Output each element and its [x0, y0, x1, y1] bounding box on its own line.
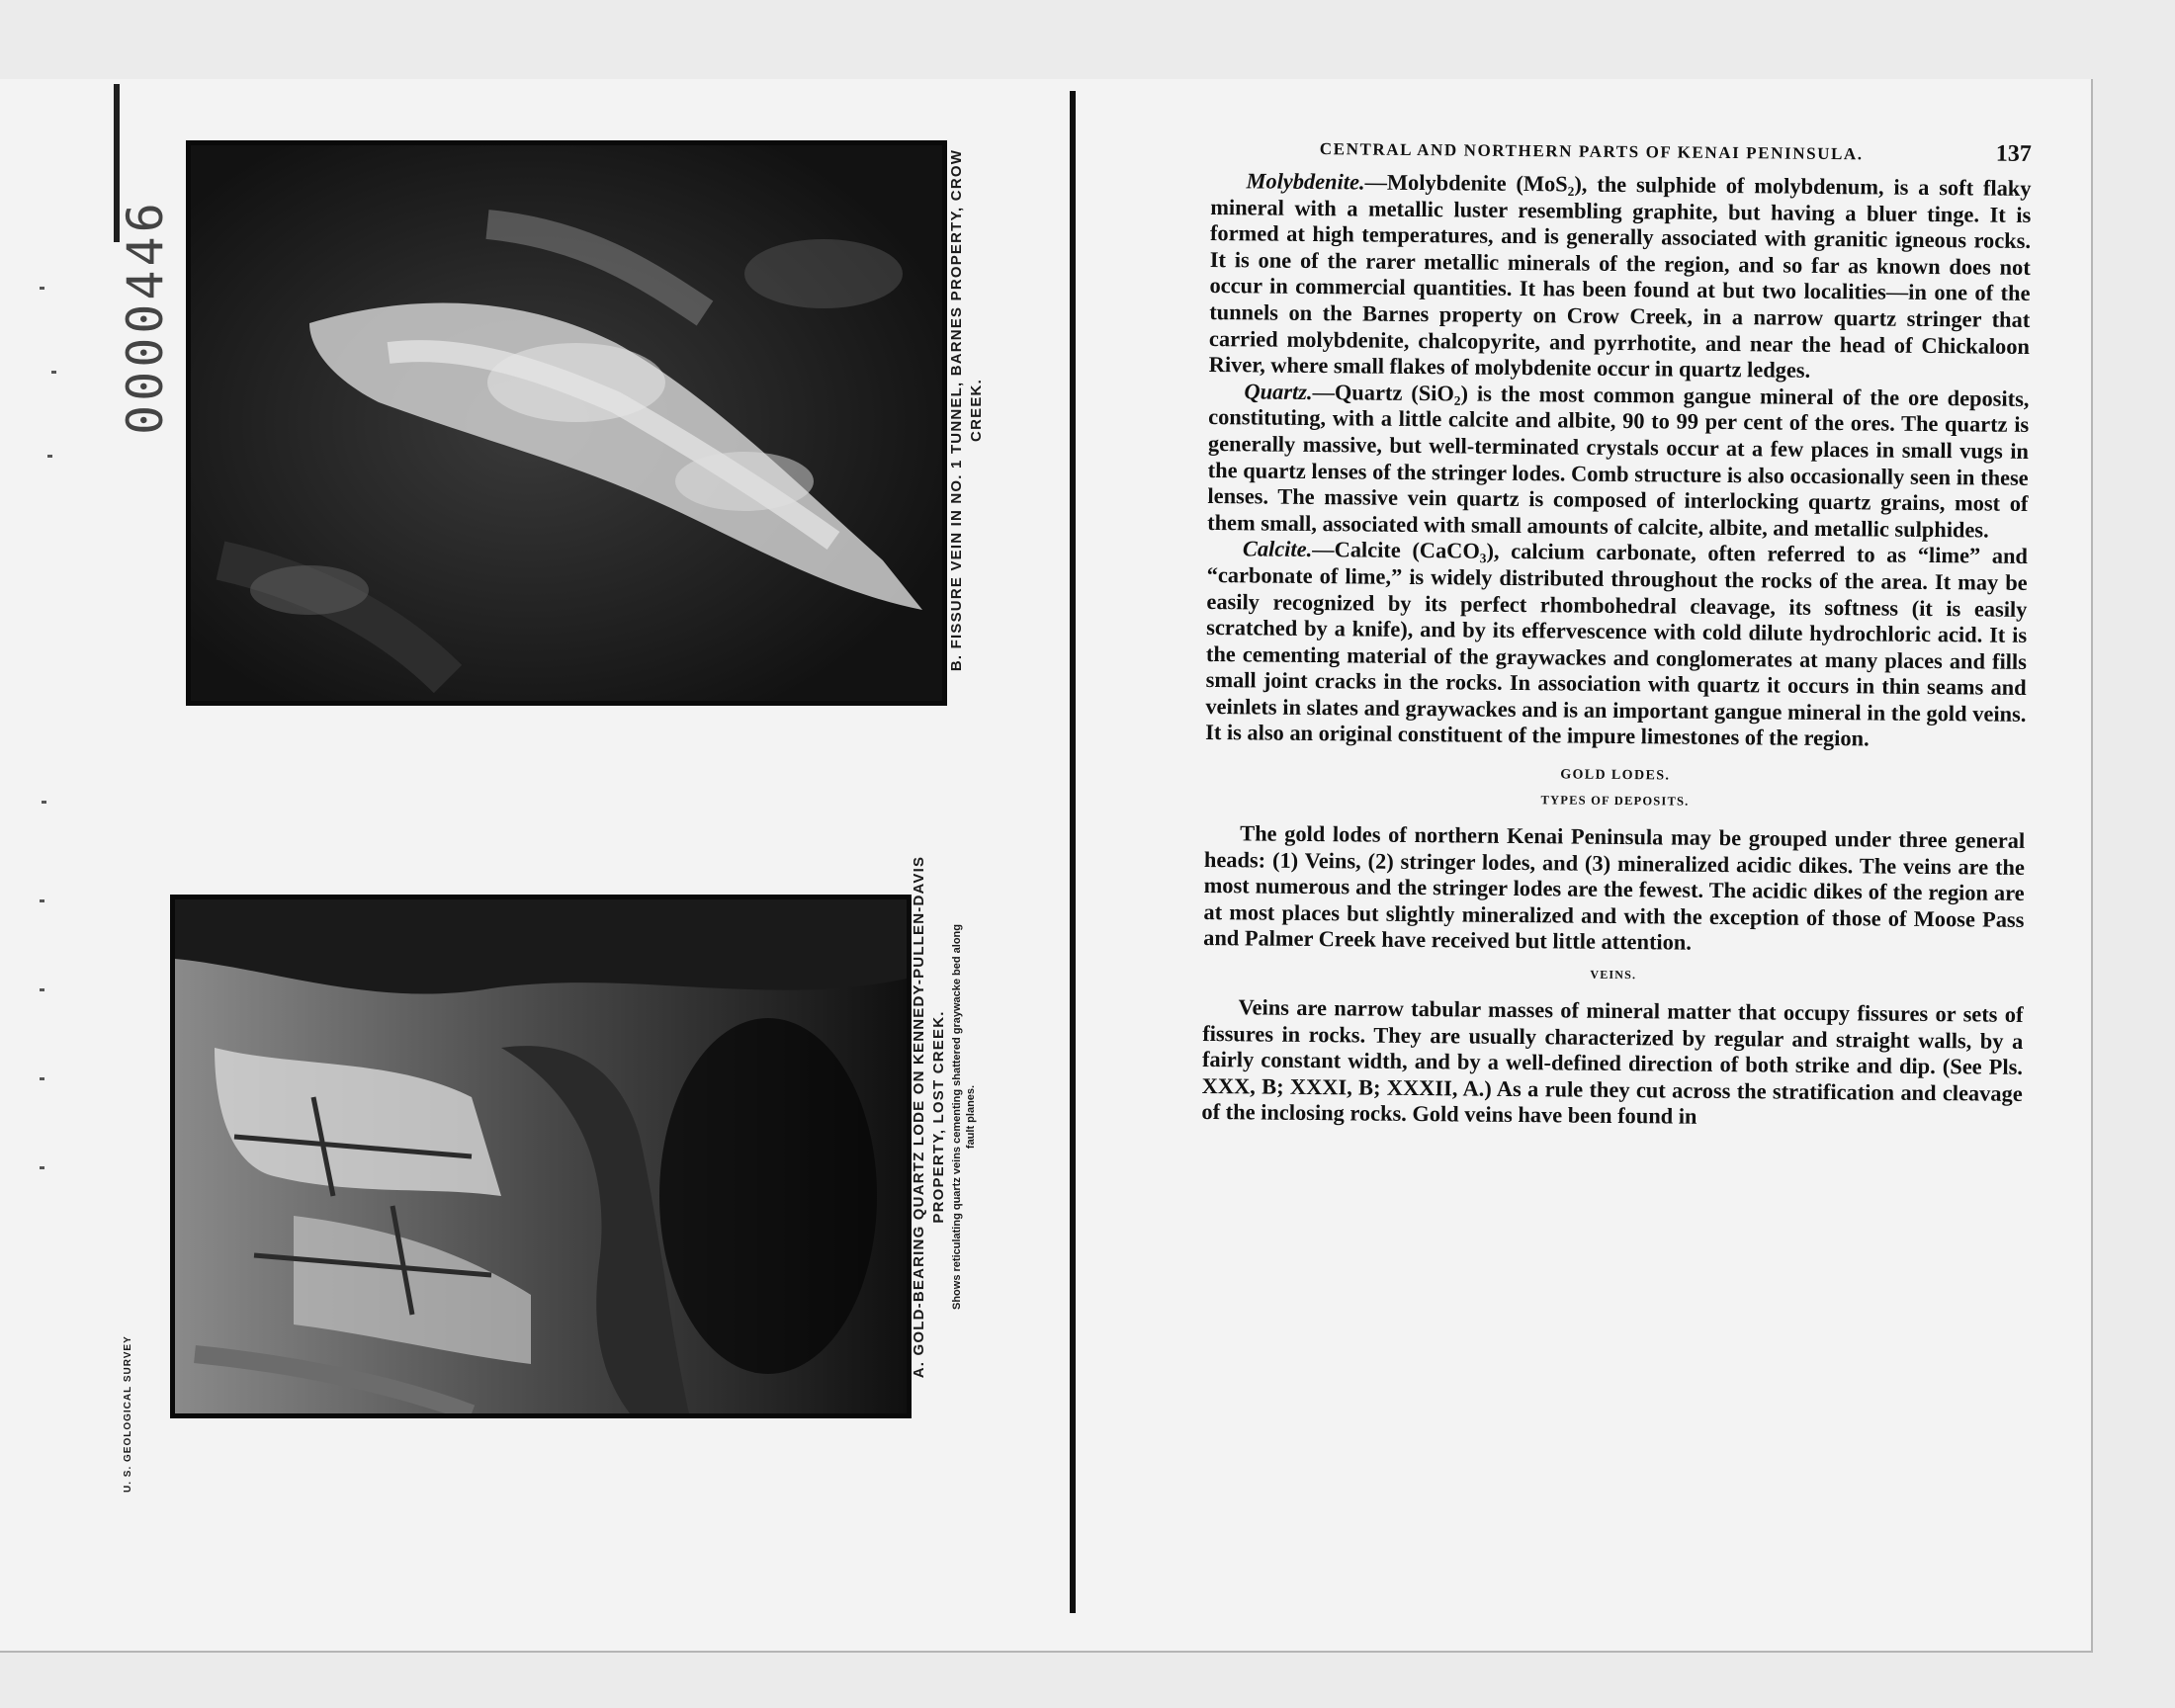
plate-a-letter: A. — [911, 1360, 927, 1379]
calcite-term: Calcite. — [1242, 536, 1313, 562]
page-header — [1211, 133, 2032, 168]
plate-a-note-line2: fault planes. — [964, 1084, 977, 1150]
edge-mark — [40, 287, 44, 290]
edge-mark — [40, 899, 44, 902]
veins-heading: VEINS. — [1590, 967, 1637, 982]
plate-b-photo — [186, 140, 947, 706]
molybdenite-text: —Molybdenite (MoS₂), the sulphide of molybdenum, is a soft flaky mineral with a metallic luster resembling graphite, but having a bluer tinge. It is formed at high temperatures, and is generally associated with granitic igneous rocks. It is one of the rarer metallic minerals of the region, and so far as known does not occur in commercial quantities. It has been found at but two localities—in one of the tunnels on the Barnes property on Crow Creek, in a narrow quartz stringer that carried molybdenite, chalcopyrite, and pyrrhotite, and near the head of Chickaloon River, where small flakes of molybdenite occur in quartz ledges. — [1208, 169, 2032, 383]
plate-b-title-line2: CREEK. — [968, 379, 986, 442]
plate-survey-label: U. S. GEOLOGICAL SURVEY — [123, 1335, 133, 1493]
plate-a-note-line1: Shows reticulating quartz veins cementing shattered graywacke bed along — [950, 924, 963, 1310]
page-number: 137 — [1995, 140, 2032, 167]
running-head: CENTRAL AND NORTHERN PARTS OF KENAI PENINSULA. — [1319, 139, 1864, 164]
gold-lodes-paragraph: The gold lodes of northern Kenai Peninsula may be grouped under three general heads: (1) Veins, (2) stringer lodes, and (3) mineralized acidic dikes. The veins are the most numerous and the stringer lodes are the fewest. The acidic dikes of the region are at most places but slightly mineralized and with the exception of those of Moose Pass and Palmer Creek have received but little attention. — [1203, 820, 2026, 956]
text-page — [1201, 133, 2032, 1134]
edge-mark — [40, 988, 44, 991]
quartz-text: —Quartz (SiO₂) is the most common gangue mineral of the ore deposits, constituting, with a little calcite and albite, 90 to 99 per cent of the ores. The quartz is generally massive, but well-terminated crystals occur at a few places in small vugs in the quartz lenses of the stringer lodes. Comb structure is also occasionally seen in these lenses. The massive vein quartz is composed of interlocking quartz grains, most of them small, associated with small amounts of calcite, albite, and metallic sulphides. — [1207, 379, 2030, 543]
molybdenite-paragraph — [1209, 168, 2032, 386]
edge-mark — [42, 801, 46, 804]
plate-a-photo — [170, 895, 912, 1418]
plate-a-caption — [910, 830, 978, 1404]
quartz-term: Quartz. — [1244, 379, 1313, 404]
veins-paragraph: Veins are narrow tabular masses of mineral matter that occupy fissures or sets of fissures in rocks. They are usually characterized by regular and straight walls, by a fairly constant width, and by a well-defined direction of both strike and dip. (See Pls. XXX, B; XXXI, B; XXXII, A.) As a rule they cut across the stratification and cleavage of the inclosing rocks. Gold veins have been found in — [1201, 994, 2024, 1130]
scanned-sheet — [0, 79, 2093, 1653]
edge-mark — [40, 1077, 44, 1080]
plate-b-letter: B. — [948, 653, 965, 672]
plate-a-title-line1: GOLD-BEARING QUARTZ LODE ON KENNEDY-PULLEN-DAVIS — [911, 855, 927, 1356]
calcite-text: —Calcite (CaCO₃), calcium carbonate, often referred to as “lime” and “carbonate of lime,” is widely distributed throughout the rocks of the area. It may be easily recognized by its perfect rhombohedral cleavage, its softness (it is easily scratched by a knife), and by its effervescence with cold dilute hydrochloric acid. It is the cementing material of the graywackes and conglomerates at many places and fills small joint cracks in the rocks. In association with quartz it occurs in thin seams and veinlets in slates and graywackes and is an important gangue mineral in the gold veins. It is also an original constituent of the impure limestones of the region. — [1205, 537, 2029, 751]
types-of-deposits-heading: TYPES OF DEPOSITS. — [1540, 793, 1690, 809]
gold-lodes-heading: GOLD LODES. — [1560, 767, 1671, 784]
edge-mark — [47, 455, 52, 458]
plate-a-title-line2: PROPERTY, LOST CREEK. — [930, 1010, 948, 1224]
edge-mark — [51, 371, 56, 374]
quartz-paragraph — [1207, 379, 2029, 545]
archive-stamp: 0000446 — [117, 199, 174, 435]
edge-mark — [40, 1166, 44, 1169]
plate-b-image — [191, 145, 942, 701]
gutter-rule — [1070, 91, 1076, 1613]
molybdenite-term: Molybdenite. — [1246, 168, 1365, 195]
calcite-paragraph — [1205, 536, 2028, 754]
plate-a-image — [175, 899, 907, 1413]
plate-b-title-line1: FISSURE VEIN IN NO. 1 TUNNEL, BARNES PROPERTY, CROW — [948, 148, 965, 649]
plate-b-caption — [947, 133, 988, 687]
